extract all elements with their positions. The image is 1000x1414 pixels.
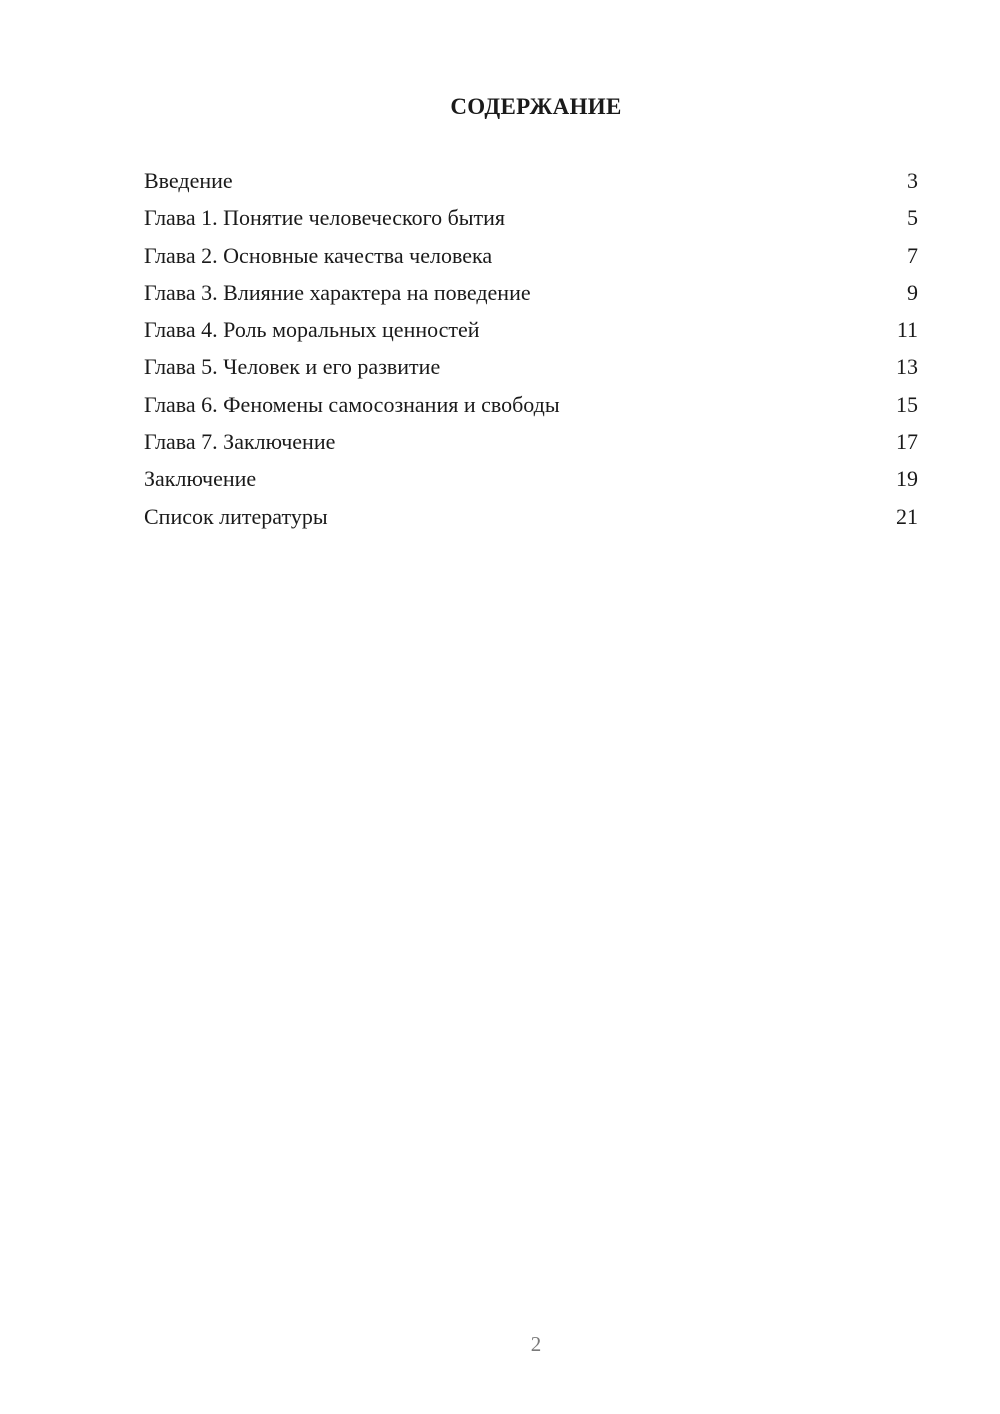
toc-entry-introduction: [144, 168, 918, 205]
toc-entry-chapter-7: [144, 429, 918, 466]
toc-entry-chapter-5: [144, 354, 918, 391]
toc-entry-page: 13: [896, 354, 918, 380]
toc-entry-chapter-1: [144, 205, 918, 242]
toc-entry-label: Глава 4. Роль моральных ценностей: [144, 317, 480, 343]
toc-entry-conclusion: [144, 466, 918, 503]
toc-entry-page: 9: [907, 279, 918, 305]
page-title: СОДЕРЖАНИЕ: [450, 94, 622, 119]
toc-entry-label: Глава 7. Заключение: [144, 429, 336, 455]
toc-entry-label: Глава 1. Понятие человеческого бытия: [144, 205, 506, 231]
toc-entry-label: Заключение: [144, 466, 257, 492]
toc-entry-page: 5: [907, 205, 918, 231]
toc-entry-label: Глава 2. Основные качества человека: [144, 242, 493, 268]
toc-entry-chapter-4: [144, 317, 918, 354]
toc-entry-page: 15: [896, 391, 918, 417]
toc-entry-chapter-3: [144, 280, 918, 317]
toc-entry-page: 21: [896, 503, 918, 529]
toc-entry-references: [144, 504, 918, 541]
toc-entry-label: Глава 5. Человек и его развитие: [144, 354, 441, 380]
toc-entry-page: 11: [896, 317, 918, 343]
page-number: 2: [530, 1332, 542, 1356]
toc-entry-page: 19: [896, 466, 918, 492]
toc-entry-page: 3: [907, 168, 918, 193]
toc-entry-label: Введение: [144, 168, 233, 193]
toc-entry-label: Глава 6. Феномены самосознания и свободы: [144, 391, 560, 417]
toc-entry-page: 7: [907, 242, 918, 268]
toc-entry-page: 17: [896, 429, 918, 455]
toc-entry-label: Список литературы: [144, 503, 328, 529]
table-of-contents: [144, 168, 918, 541]
toc-entry-chapter-2: [144, 243, 918, 280]
toc-entry-label: Глава 3. Влияние характера на поведение: [144, 279, 531, 305]
toc-entry-chapter-6: [144, 392, 918, 429]
